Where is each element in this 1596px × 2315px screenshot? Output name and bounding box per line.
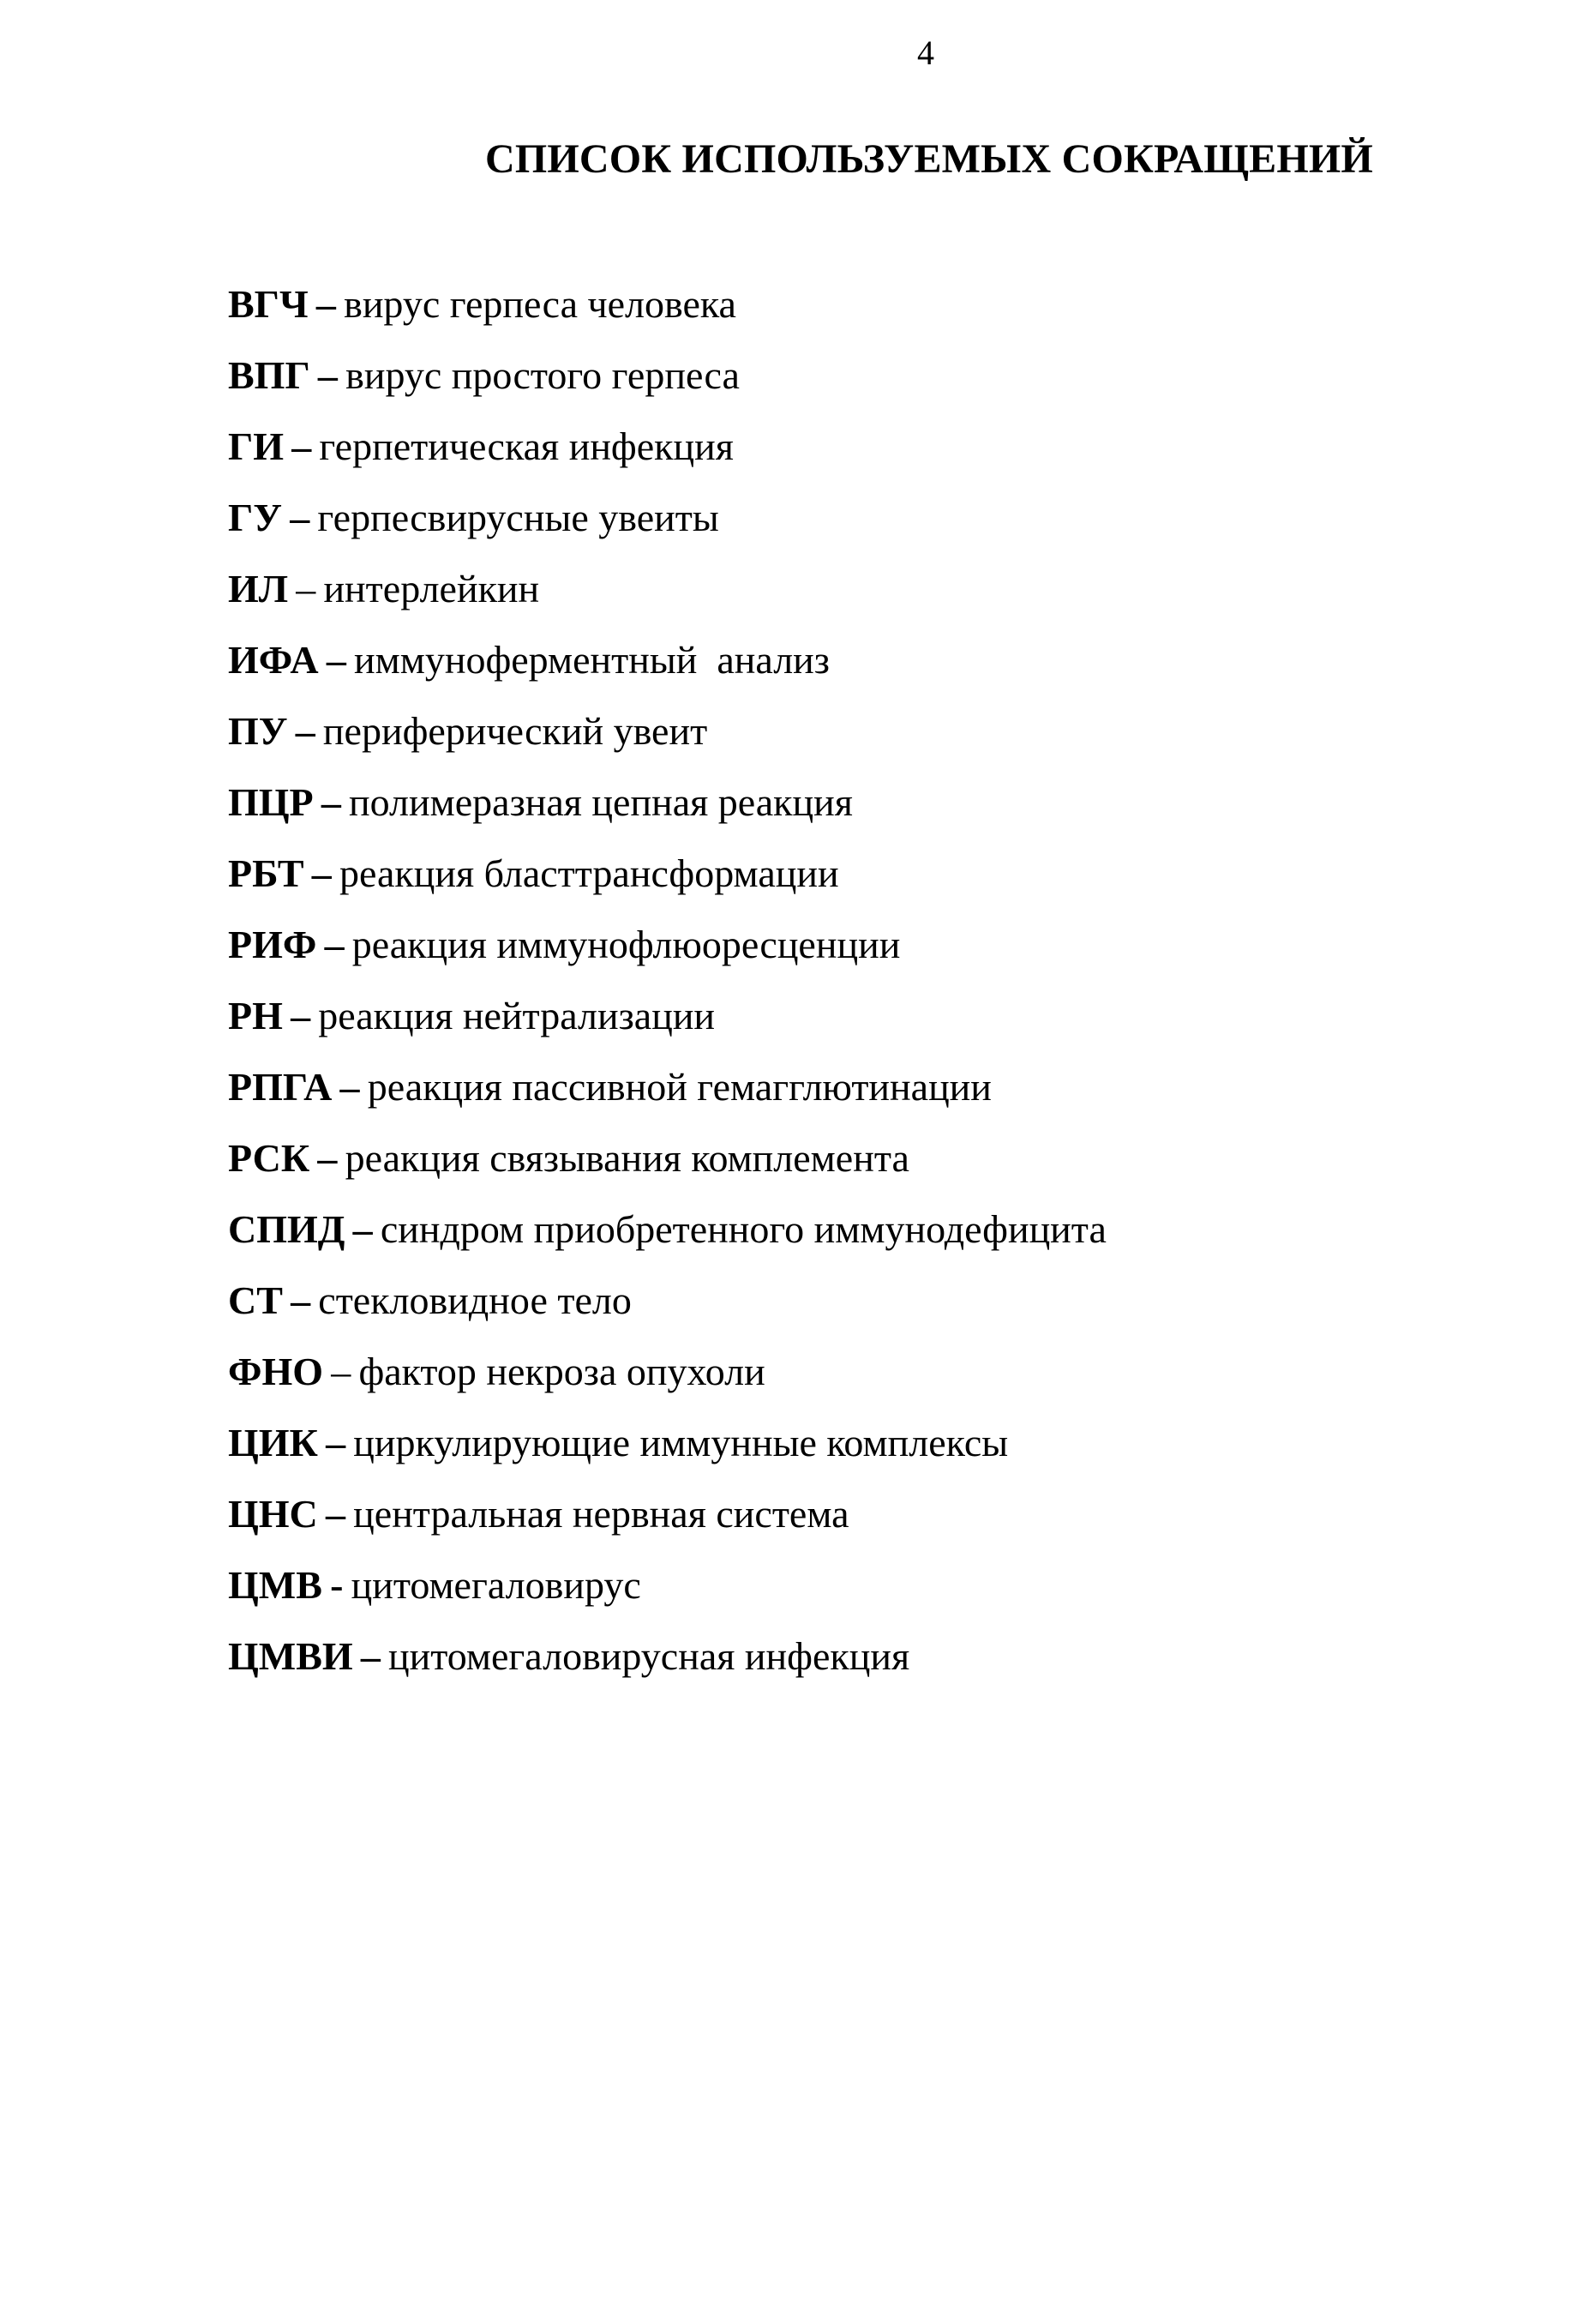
abbreviation-term: ГУ bbox=[228, 496, 283, 539]
abbreviation-definition: реакция иммунофлюоресценции bbox=[351, 923, 901, 966]
abbreviation-item bbox=[228, 628, 1471, 700]
abbreviation-term: РИФ bbox=[228, 923, 317, 966]
page-title: СПИСОК ИСПОЛЬЗУЕМЫХ СОКРАЩЕНИЙ bbox=[485, 136, 1373, 182]
abbreviation-dash: – bbox=[290, 496, 310, 539]
abbreviation-item bbox=[228, 913, 1471, 984]
abbreviation-dash: - bbox=[330, 1563, 344, 1607]
abbreviation-term: ПЦР bbox=[228, 780, 314, 824]
abbreviation-definition: реакция бласттрансформации bbox=[339, 851, 839, 895]
abbreviation-item bbox=[228, 1198, 1471, 1269]
abbreviation-dash: – bbox=[296, 567, 316, 610]
abbreviation-dash: – bbox=[317, 353, 338, 397]
abbreviation-dash: – bbox=[321, 780, 341, 824]
abbreviation-dash: – bbox=[291, 994, 311, 1037]
abbreviation-item bbox=[228, 557, 1471, 628]
abbreviation-term: ИФА bbox=[228, 638, 319, 682]
abbreviation-dash: – bbox=[326, 1421, 346, 1464]
abbreviation-definition: цитомегаловирус bbox=[351, 1563, 641, 1607]
page-number: 4 bbox=[917, 33, 934, 72]
abbreviation-term: ЦМВ bbox=[228, 1563, 322, 1607]
abbreviation-item bbox=[228, 842, 1471, 913]
abbreviation-item bbox=[228, 1625, 1471, 1696]
abbreviation-dash: – bbox=[326, 638, 346, 682]
abbreviation-dash: – bbox=[315, 282, 336, 326]
abbreviation-list bbox=[228, 273, 1471, 1696]
abbreviation-dash: – bbox=[324, 923, 345, 966]
abbreviation-definition: фактор некроза опухоли bbox=[358, 1350, 765, 1393]
abbreviation-dash: – bbox=[291, 424, 312, 468]
abbreviation-item bbox=[228, 344, 1471, 415]
abbreviation-definition: вирус простого герпеса bbox=[345, 353, 740, 397]
abbreviation-term: СПИД bbox=[228, 1207, 345, 1251]
abbreviation-item bbox=[228, 984, 1471, 1055]
abbreviation-definition: синдром приобретенного иммунодефицита bbox=[380, 1207, 1107, 1251]
abbreviation-term: РПГА bbox=[228, 1065, 333, 1109]
abbreviation-definition: герпетическая инфекция bbox=[319, 424, 734, 468]
abbreviation-definition: стекловидное тело bbox=[318, 1278, 632, 1322]
abbreviation-definition: интерлейкин bbox=[323, 567, 540, 610]
abbreviation-item bbox=[228, 1269, 1471, 1340]
abbreviation-dash: – bbox=[325, 1492, 345, 1536]
abbreviation-term: РН bbox=[228, 994, 283, 1037]
abbreviation-definition: вирус герпеса человека bbox=[344, 282, 736, 326]
abbreviation-term: ЦНС bbox=[228, 1492, 318, 1536]
abbreviation-dash: – bbox=[291, 1278, 311, 1322]
abbreviation-dash: – bbox=[317, 1136, 338, 1180]
abbreviation-term: ИЛ bbox=[228, 567, 289, 610]
abbreviation-dash: – bbox=[339, 1065, 360, 1109]
abbreviation-item bbox=[228, 273, 1471, 344]
abbreviation-dash: – bbox=[352, 1207, 373, 1251]
abbreviation-definition: реакция пассивной гемагглютинации bbox=[367, 1065, 992, 1109]
abbreviation-definition: цитомегаловирусная инфекция bbox=[388, 1634, 910, 1678]
abbreviation-item bbox=[228, 1554, 1471, 1625]
abbreviation-dash: – bbox=[331, 1350, 351, 1393]
abbreviation-item bbox=[228, 1127, 1471, 1198]
abbreviation-term: ФНО bbox=[228, 1350, 324, 1393]
abbreviation-item bbox=[228, 486, 1471, 557]
abbreviation-definition: периферический увеит bbox=[322, 709, 708, 753]
abbreviation-dash: – bbox=[311, 851, 332, 895]
abbreviation-term: ВПГ bbox=[228, 353, 310, 397]
abbreviation-term: ГИ bbox=[228, 424, 285, 468]
abbreviation-dash: – bbox=[295, 709, 315, 753]
abbreviation-dash: – bbox=[360, 1634, 381, 1678]
abbreviation-item bbox=[228, 1055, 1471, 1127]
abbreviation-definition: полимеразная цепная реакция bbox=[349, 780, 853, 824]
abbreviation-item bbox=[228, 771, 1471, 842]
abbreviation-term: ЦМВИ bbox=[228, 1634, 353, 1678]
abbreviation-term: ПУ bbox=[228, 709, 288, 753]
abbreviation-term: ВГЧ bbox=[228, 282, 309, 326]
abbreviation-term: СТ bbox=[228, 1278, 283, 1322]
abbreviation-definition: циркулирующие иммунные комплексы bbox=[353, 1421, 1009, 1464]
abbreviation-term: ЦИК bbox=[228, 1421, 318, 1464]
abbreviation-item bbox=[228, 415, 1471, 486]
abbreviation-definition: реакция нейтрализации bbox=[318, 994, 716, 1037]
abbreviation-item bbox=[228, 1411, 1471, 1482]
abbreviation-term: РБТ bbox=[228, 851, 304, 895]
abbreviation-definition: герпесвирусные увеиты bbox=[317, 496, 719, 539]
abbreviation-item bbox=[228, 700, 1471, 771]
abbreviation-item bbox=[228, 1340, 1471, 1411]
abbreviation-item bbox=[228, 1482, 1471, 1554]
abbreviation-term: РСК bbox=[228, 1136, 310, 1180]
abbreviation-definition: иммуноферментный анализ bbox=[354, 638, 830, 682]
abbreviation-definition: реакция связывания комплемента bbox=[345, 1136, 909, 1180]
abbreviation-definition: центральная нервная система bbox=[353, 1492, 849, 1536]
